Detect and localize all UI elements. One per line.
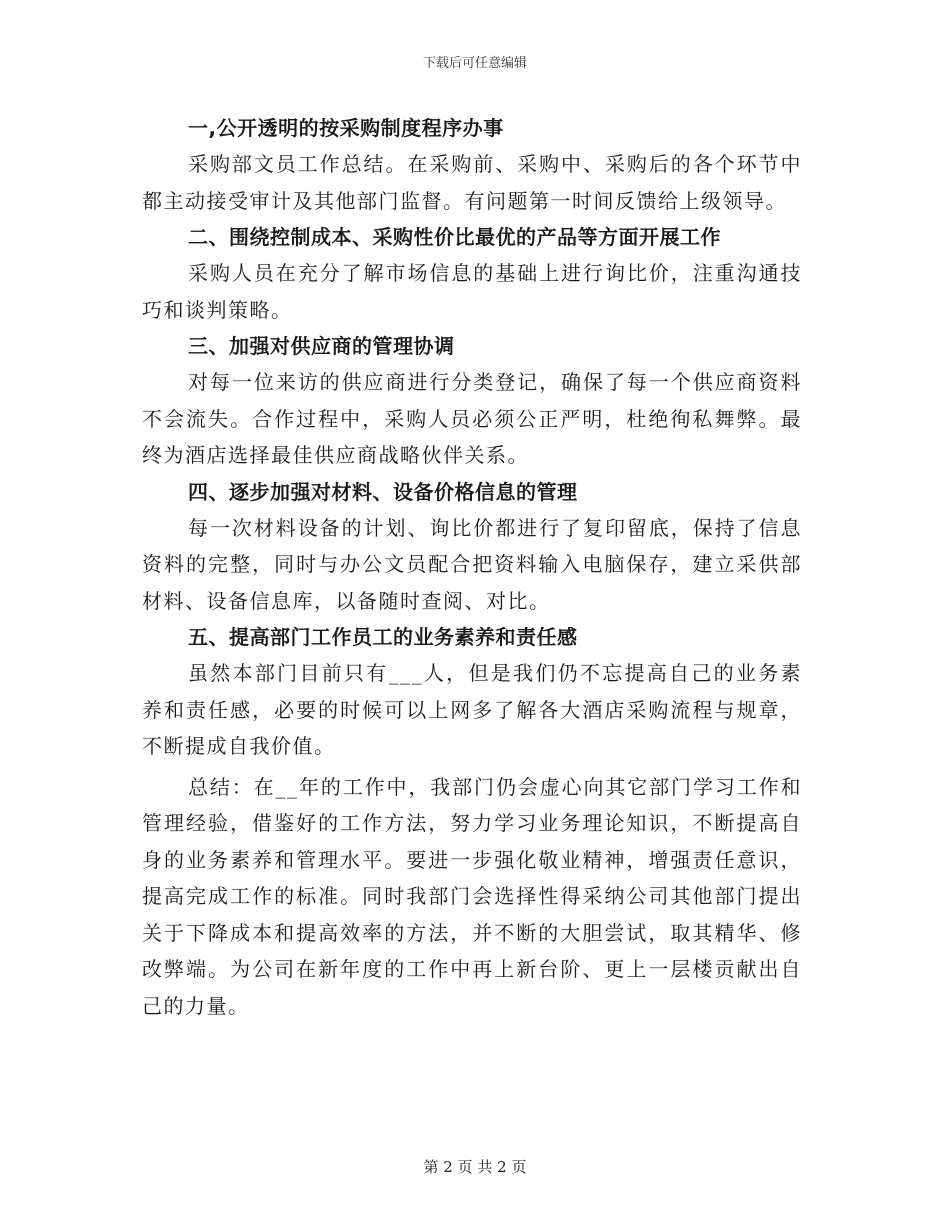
section-paragraph-2: 采购人员在充分了解市场信息的基础上进行询比价，注重沟通技巧和谈判策略。 <box>142 261 802 322</box>
section-heading-3: 三、加强对供应商的管理协调 <box>188 334 455 358</box>
section-heading-5: 五、提高部门工作员工的业务素养和责任感 <box>188 625 578 649</box>
section-heading-1: 一,公开透明的按采购制度程序办事 <box>188 116 504 140</box>
page-header: 下载后可任意编辑 <box>422 56 527 71</box>
section-heading-2: 二、围绕控制成本、采购性价比最优的产品等方面开展工作 <box>188 225 721 249</box>
section-paragraph-4: 每一次材料设备的计划、询比价都进行了复印留底，保持了信息资料的完整，同时与办公文员配合把资料输入电脑保存，建立采供部材料、设备信息库，以备随时查阅、对比。 <box>142 515 802 613</box>
section-heading-4: 四、逐步加强对材料、设备价格信息的管理 <box>188 479 578 504</box>
page-footer: 第 2 页 共 2 页 <box>423 1158 527 1176</box>
document-body <box>142 110 802 1024</box>
section-paragraph-1: 采购部文员工作总结。在采购前、采购中、采购后的各个环节中都主动接受审计及其他部门监督。有问题第一时间反馈给上级领导。 <box>142 152 802 213</box>
section-paragraph-3: 对每一位来访的供应商进行分类登记，确保了每一个供应商资料不会流失。合作过程中，采购人员必须公正严明，杜绝徇私舞弊。最终为酒店选择最佳供应商战略伙伴关系。 <box>142 370 802 467</box>
summary-paragraph: 总结：在__年的工作中，我部门仍会虚心向其它部门学习工作和管理经验，借鉴好的工作方法，努力学习业务理论知识，不断提高自身的业务素养和管理水平。要进一步强化敬业精神，增强责任意识，提高完成工作的标准。同时我部门会选择性得采纳公司其他部门提出关于下降成本和提高效率的方法，并不断的大胆尝试，取其精华、修改弊端。为公司在新年度的工作中再上新台阶、更上一层楼贡献出自己的力量。 <box>142 774 802 1018</box>
section-paragraph-5: 虽然本部门目前只有___人，但是我们仍不忘提高自己的业务素养和责任感，必要的时候可以上网多了解各大酒店采购流程与规章，不断提成自我价值。 <box>142 661 802 758</box>
